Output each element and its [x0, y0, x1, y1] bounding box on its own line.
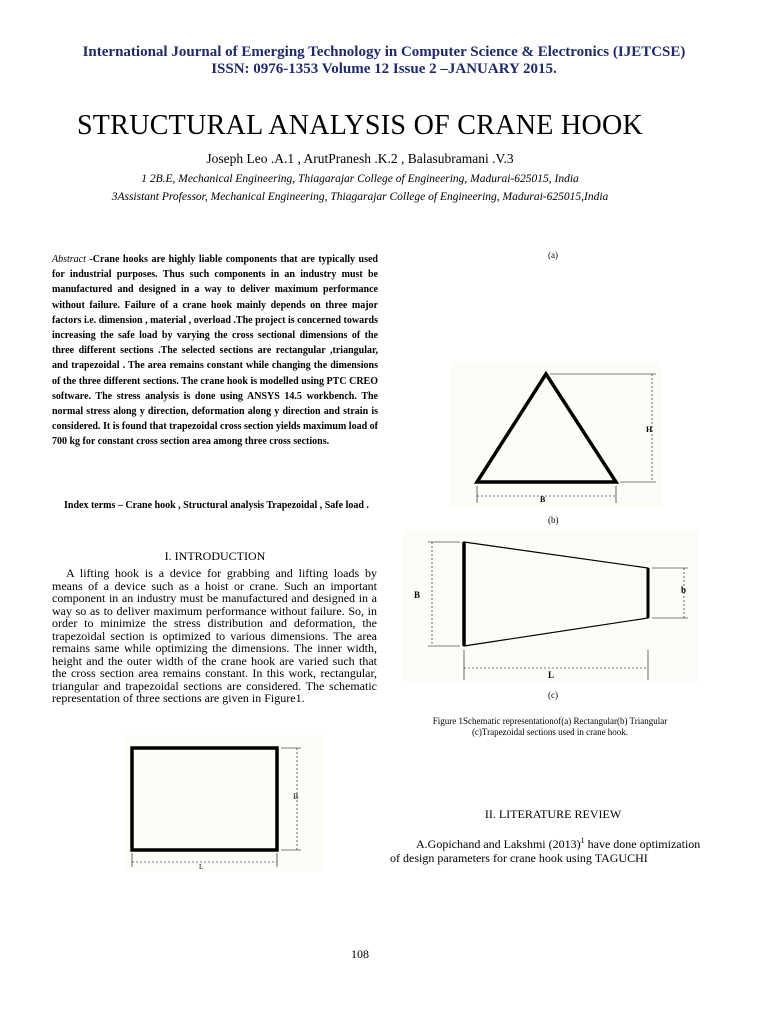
issn-line: ISSN: 0976-1353 Volume 12 Issue 2 –JANUARY 2015.	[211, 61, 557, 77]
index-terms: Index terms – Crane hook , Structural analysis Trapezoidal , Safe load .	[64, 500, 369, 511]
literature-text-after-ref: have done optimization	[584, 837, 701, 851]
abstract	[52, 252, 378, 450]
affiliation-1: 1 2B.E, Mechanical Engineering, Thiagarajar College of Engineering, Madurai-625015, India	[141, 173, 579, 185]
intro-text: A lifting hook is a device for grabbing and lifting loads by means of a device such as a hoist or crane. Such an important component in an industry must be manufactured and designed in a way so as to deliver maximum performance without failure. So, in order to minimize the stress distribution and deformation, the trapezoidal section is optimized to various dimensions. The area remains same while optimizing the dimensions. The inner width, height and the outer width of the crane hook are varied such that the cross section area remains constant. In this work, rectangular, triangular and trapezoidal sections are considered. The schematic representation of three sections are given in Figure1.	[52, 566, 377, 705]
triangle-diagram	[450, 362, 662, 508]
rectangle-diagram	[123, 735, 325, 871]
literature-text-line1	[416, 836, 716, 852]
rect-dim-b: B	[293, 792, 299, 801]
trap-dim-b-small: b	[681, 585, 687, 595]
figure-triangular-section	[450, 362, 662, 508]
tri-dim-b: B	[540, 495, 546, 504]
figure-caption-line2: (c)Trapezoidal sections used in crane hook.	[471, 727, 629, 737]
intro-heading: I. INTRODUCTION	[164, 549, 266, 563]
trap-dim-b-big: B	[414, 590, 421, 600]
figure-label-c: (c)	[548, 690, 558, 700]
abstract-label: Abstract	[52, 254, 86, 265]
trapezoid-diagram	[402, 530, 698, 682]
rect-dim-l: L	[199, 863, 204, 871]
figure-label-b: (b)	[548, 515, 559, 525]
literature-heading: II. LITERATURE REVIEW	[484, 807, 622, 821]
figure-trapezoidal-section	[402, 530, 698, 682]
trap-dim-l: L	[548, 670, 555, 680]
literature-text-before-ref: A.Gopichand and Lakshmi (2013)	[416, 837, 581, 851]
literature-ref: 1	[580, 836, 585, 845]
figure-rectangular-section	[123, 735, 325, 871]
page-number: 108	[351, 947, 369, 961]
figure-label-a: (a)	[548, 250, 558, 260]
figure-caption-line1: Figure 1Schematic representationof(a) Rectangular(b) Triangular	[432, 716, 668, 726]
authors: Joseph Leo .A.1 , ArutPranesh .K.2 , Balasubramani .V.3	[206, 151, 514, 166]
abstract-text: -Crane hooks are highly liable components that are typically used for industrial purposes. Thus such components in an industry must be manufactured and designed in a way to deliver maximum performance without failure. Failure of a crane hook mainly depends on three major factors i.e. dimension , material , overload .The project is concerned towards increasing the safe load by varying the cross sectional dimensions of the three different sections .The selected sections are rectangular ,triangular, and trapezoidal . The area remains constant while changing the dimensions of the three different sections. The crane hook is modelled using PTC CREO software. The stress analysis is done using ANSYS 14.5 workbench. The normal stress along y direction, deformation along y direction and strain is considered. It is found that trapezoidal cross section yields maximum load of 700 kg for constant cross section area among three cross sections.	[52, 254, 378, 448]
journal-name: International Journal of Emerging Technology in Computer Science & Electronics (IJETCSE)	[82, 44, 686, 60]
tri-dim-h: H	[646, 425, 653, 434]
literature-text-line2: of design parameters for crane hook using TAGUCHI	[390, 851, 648, 865]
paper-title: STRUCTURAL ANALYSIS OF CRANE HOOK	[76, 110, 644, 141]
affiliation-2: 3Assistant Professor, Mechanical Engineering, Thiagarajar College of Engineering, Madurai-625015,India	[111, 191, 609, 203]
